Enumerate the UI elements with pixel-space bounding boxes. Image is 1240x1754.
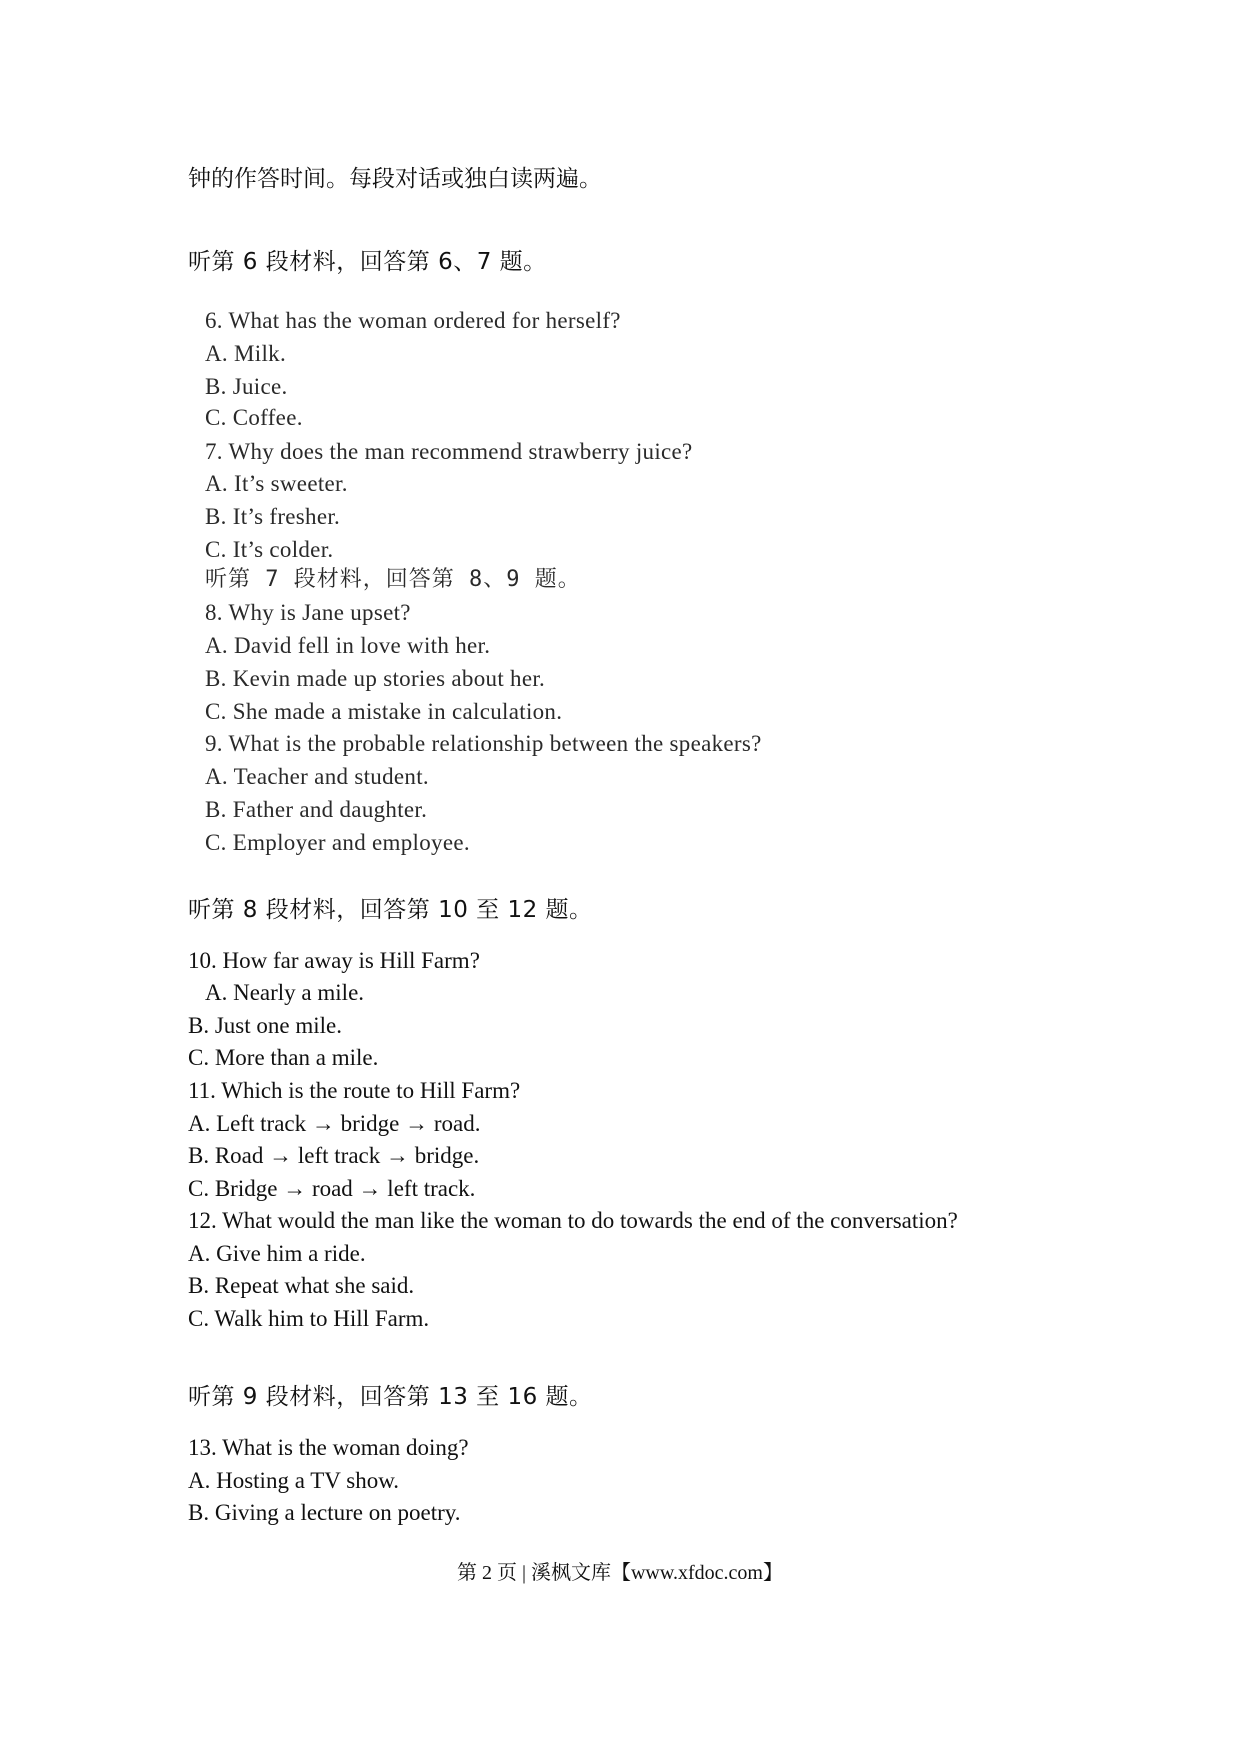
option-9c: C. Employer and employee. [205,830,470,855]
option-10c: C. More than a mile. [188,1045,379,1070]
question-8: 8. Why is Jane upset? [205,600,411,625]
option-7b: B. It’s fresher. [205,504,341,529]
question-11: 11. Which is the route to Hill Farm? [188,1078,521,1103]
option-8a: A. David fell in love with her. [205,633,491,658]
question-12: 12. What would the man like the woman to do towards the end of the conversation? [188,1208,958,1233]
question-9: 9. What is the probable relationship between the speakers? [205,731,762,756]
option-7c: C. It’s colder. [205,537,334,562]
option-11a: A. Left track → bridge → road. [188,1111,481,1136]
option-10a: A. Nearly a mile. [205,980,365,1005]
option-7a: A. It’s sweeter. [205,471,348,496]
option-6c: C. Coffee. [205,405,303,430]
option-11c: C. Bridge → road → left track. [188,1176,476,1201]
section-6-heading: 听第 6 段材料，回答第 6、7 题。 [188,249,547,275]
option-6a: A. Milk. [205,341,286,366]
option-11b: B. Road → left track → bridge. [188,1143,480,1168]
option-12a: A. Give him a ride. [188,1241,366,1266]
option-13a: A. Hosting a TV show. [188,1468,400,1493]
question-13: 13. What is the woman doing? [188,1435,469,1460]
question-7: 7. Why does the man recommend strawberry juice? [205,439,693,464]
option-8c: C. She made a mistake in calculation. [205,699,563,724]
section-8-heading: 听第 8 段材料，回答第 10 至 12 题。 [188,897,593,923]
option-10b: B. Just one mile. [188,1013,342,1038]
section-7-heading: 听第 7 段材料，回答第 8、9 题。 [205,567,581,592]
intro-text: 钟的作答时间。每段对话或独白读两遍。 [188,166,602,191]
section-9-heading: 听第 9 段材料，回答第 13 至 16 题。 [188,1384,593,1410]
option-12c: C. Walk him to Hill Farm. [188,1306,430,1331]
page-footer: 第 2 页 | 溪枫文库【www.xfdoc.com】 [456,1562,783,1584]
option-9a: A. Teacher and student. [205,764,429,789]
option-12b: B. Repeat what she said. [188,1273,415,1298]
option-13b: B. Giving a lecture on poetry. [188,1500,461,1525]
option-9b: B. Father and daughter. [205,797,428,822]
option-6b: B. Juice. [205,374,288,399]
question-6: 6. What has the woman ordered for herself? [205,308,621,333]
option-8b: B. Kevin made up stories about her. [205,666,546,691]
question-10: 10. How far away is Hill Farm? [188,948,480,973]
